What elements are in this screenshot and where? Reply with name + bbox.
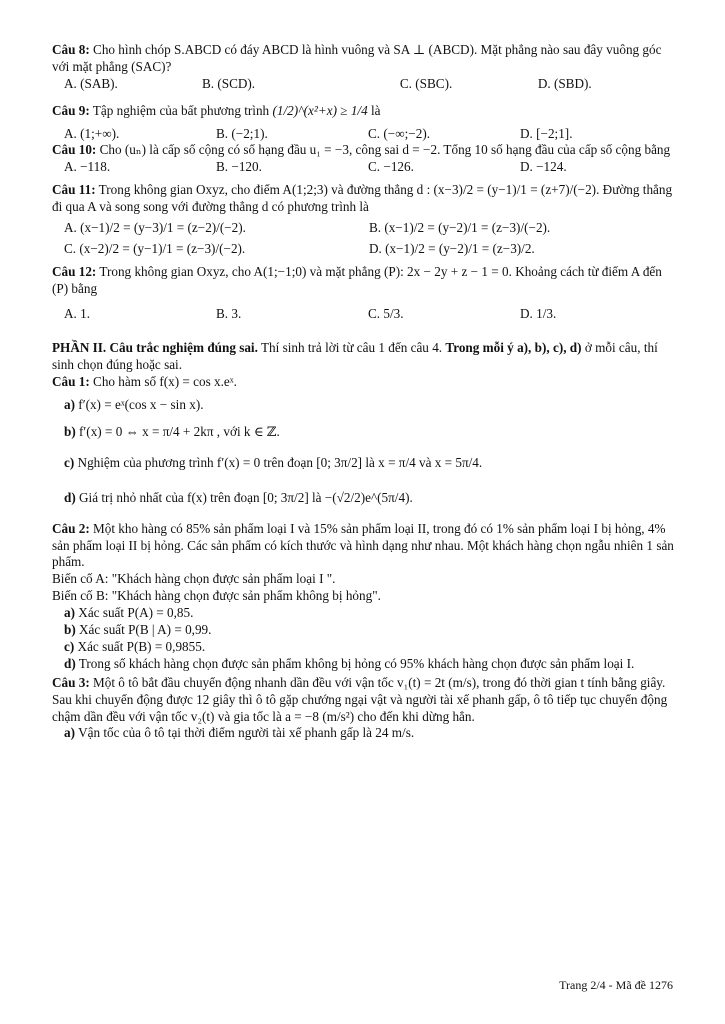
part2-question-3-items	[52, 725, 674, 742]
option-c: C. (x−2)/2 = (y−1)/1 = (z−3)/(−2).	[64, 240, 246, 256]
question-suffix: là	[370, 102, 381, 118]
page-footer: Trang 2/4 - Mã đề 1276	[559, 978, 673, 992]
question-label: Câu 8:	[52, 42, 90, 57]
question-text: Cho hàm số f(x) = cos x.eˣ.	[93, 374, 237, 390]
option-a: A. (1;+∞).	[64, 125, 120, 141]
option-c: C. (SBC).	[399, 75, 453, 91]
item-b: b) f′(x) = 0 ⇔ x = π/4 + 2kπ , với k ∈ ℤ.	[64, 424, 280, 440]
question-text: Trong không gian Oxyz, cho A(1;−1;0) và mặt phẳng (P): 2x − 2y + z − 1 = 0. Khoảng cách từ điểm A đến (P) bằng	[52, 263, 662, 296]
inequality-expression: (1/2)^(x²+x) ≥ 1/4	[272, 102, 368, 118]
option-b: B. −120.	[216, 159, 262, 175]
option-d: D. (x−1)/2 = (y−2)/1 = (z−3)/2.	[369, 240, 535, 256]
option-d: D. (SBD).	[537, 75, 592, 91]
item-a: a) Xác suất P(A) = 0,85.	[64, 605, 194, 621]
event-b: Biến cố B: "Khách hàng chọn được sản phẩm không bị hỏng".	[52, 588, 381, 604]
question-label: Câu 11:	[52, 182, 96, 198]
question-text: Cho (uₙ) là cấp số cộng có số hạng đầu u₁ = −3, công sai d = −2. Tổng 10 số hạng đầu của cấp số cộng bằng	[99, 142, 671, 158]
question-text: Một ô tô bắt đầu chuyển động nhanh dần đều với vận tốc v₁(t) = 2t (m/s), trong đó thời gian t tính bằng giây. Sau khi chuyển động được 12 giây thì ô tô gặp chướng ngại vật và người tài xế phanh gấp, ô tô tiếp tục chuyển động chậm dần đều với vận tốc v₂(t) và gia tốc là a = −8 (m/s²) cho đến khi dừng hẳn.	[52, 674, 668, 724]
item-c: c) Nghiệm của phương trình f′(x) = 0 trên đoạn [0; 3π/2] là x = π/4 và x = 5π/4.	[64, 454, 483, 470]
option-b: B. 3.	[216, 305, 242, 321]
option-c: C. 5/3.	[368, 305, 404, 321]
option-d: D. 1/3.	[520, 305, 557, 321]
part-2-title: PHẦN II. Câu trắc nghiệm đúng sai.	[52, 340, 258, 356]
item-b: b) Xác suất P(B | A) = 0,99.	[64, 622, 212, 638]
question-text: Trong không gian Oxyz, cho điểm A(1;2;3) và đường thẳng d : (x−3)/2 = (y−1)/1 = (z+7)/(−2). Đường thẳng đi qua A và song song với đường thẳng d có phương trình là	[52, 182, 673, 215]
question-8-options	[52, 76, 674, 93]
option-a: A. (SAB).	[64, 75, 118, 91]
question-11-options-row2	[52, 241, 674, 258]
question-8	[52, 42, 674, 76]
part-2-intro-end: ở mỗi câu, thí sinh chọn đúng hoặc sai.	[52, 340, 658, 373]
question-10-options	[52, 159, 674, 176]
question-text: Một kho hàng có 85% sản phẩm loại I và 15% sản phẩm loại II, trong đó có 1% sản phẩm loại I bị hỏng, 4% sản phẩm loại II bị hỏng. Các sản phẩm có kích thước và hình dạng như nhau. Một khách hàng chọn ngẫu nhiên 1 sản phẩm.	[52, 520, 674, 570]
part2-question-2-items	[52, 605, 674, 673]
option-a: A. −118.	[64, 159, 111, 175]
option-b: B. (SCD).	[201, 75, 256, 91]
question-label: Câu 10:	[52, 142, 97, 158]
question-11	[52, 182, 674, 216]
item-a: a) Vận tốc của ô tô tại thời điểm người tài xế phanh gấp là 24 m/s.	[64, 725, 415, 741]
question-12	[52, 264, 674, 298]
option-c: C. −126.	[368, 159, 414, 175]
part-2-bold-note: Trong mỗi ý a), b), c), d)	[445, 340, 582, 356]
part2-question-2	[52, 521, 674, 572]
option-b: B. (−2;1).	[216, 125, 268, 141]
part2-question-1	[52, 374, 674, 391]
option-a: A. 1.	[64, 305, 91, 321]
question-label: Câu 2:	[52, 520, 90, 536]
question-10	[52, 142, 674, 159]
option-b: B. (x−1)/2 = (y−2)/1 = (z−3)/(−2).	[369, 220, 551, 236]
option-c: C. (−∞;−2).	[368, 125, 431, 141]
item-d: d) Trong số khách hàng chọn được sản phẩm không bị hỏng có 95% khách hàng chọn được sản phẩm loại I.	[64, 655, 635, 671]
exam-page	[52, 42, 674, 742]
question-text: Cho hình chóp S.ABCD có đáy ABCD là hình vuông và SA ⊥ (ABCD). Mặt phẳng nào sau đây vuông góc với mặt phẳng (SAC)?	[52, 42, 662, 74]
question-label: Câu 3:	[52, 674, 90, 690]
question-9-options	[52, 126, 674, 143]
question-11-options-row1	[52, 220, 674, 237]
part2-question-3	[52, 675, 674, 726]
question-label: Câu 12:	[52, 263, 97, 279]
part2-question-1-items	[52, 397, 674, 507]
question-label: Câu 1:	[52, 374, 90, 390]
question-12-options	[52, 306, 674, 323]
part-2-heading	[52, 340, 674, 374]
option-a: A. (x−1)/2 = (y−3)/1 = (z−2)/(−2).	[64, 220, 246, 236]
option-d: D. −124.	[520, 159, 567, 175]
item-d: d) Giá trị nhỏ nhất của f(x) trên đoạn [0; 3π/2] là −(√2/2)e^(5π/4).	[64, 489, 413, 505]
question-label: Câu 9:	[52, 102, 90, 118]
item-c: c) Xác suất P(B) = 0,9855.	[64, 638, 206, 654]
event-a: Biến cố A: "Khách hàng chọn được sản phẩm loại I ".	[52, 571, 336, 587]
question-9	[52, 103, 674, 120]
question-text: Tập nghiệm của bất phương trình	[92, 102, 270, 118]
item-a: a) f′(x) = eˣ(cos x − sin x).	[64, 397, 204, 413]
part-2-intro: Thí sinh trả lời từ câu 1 đến câu 4.	[260, 340, 443, 356]
option-d: D. [−2;1].	[520, 125, 573, 141]
